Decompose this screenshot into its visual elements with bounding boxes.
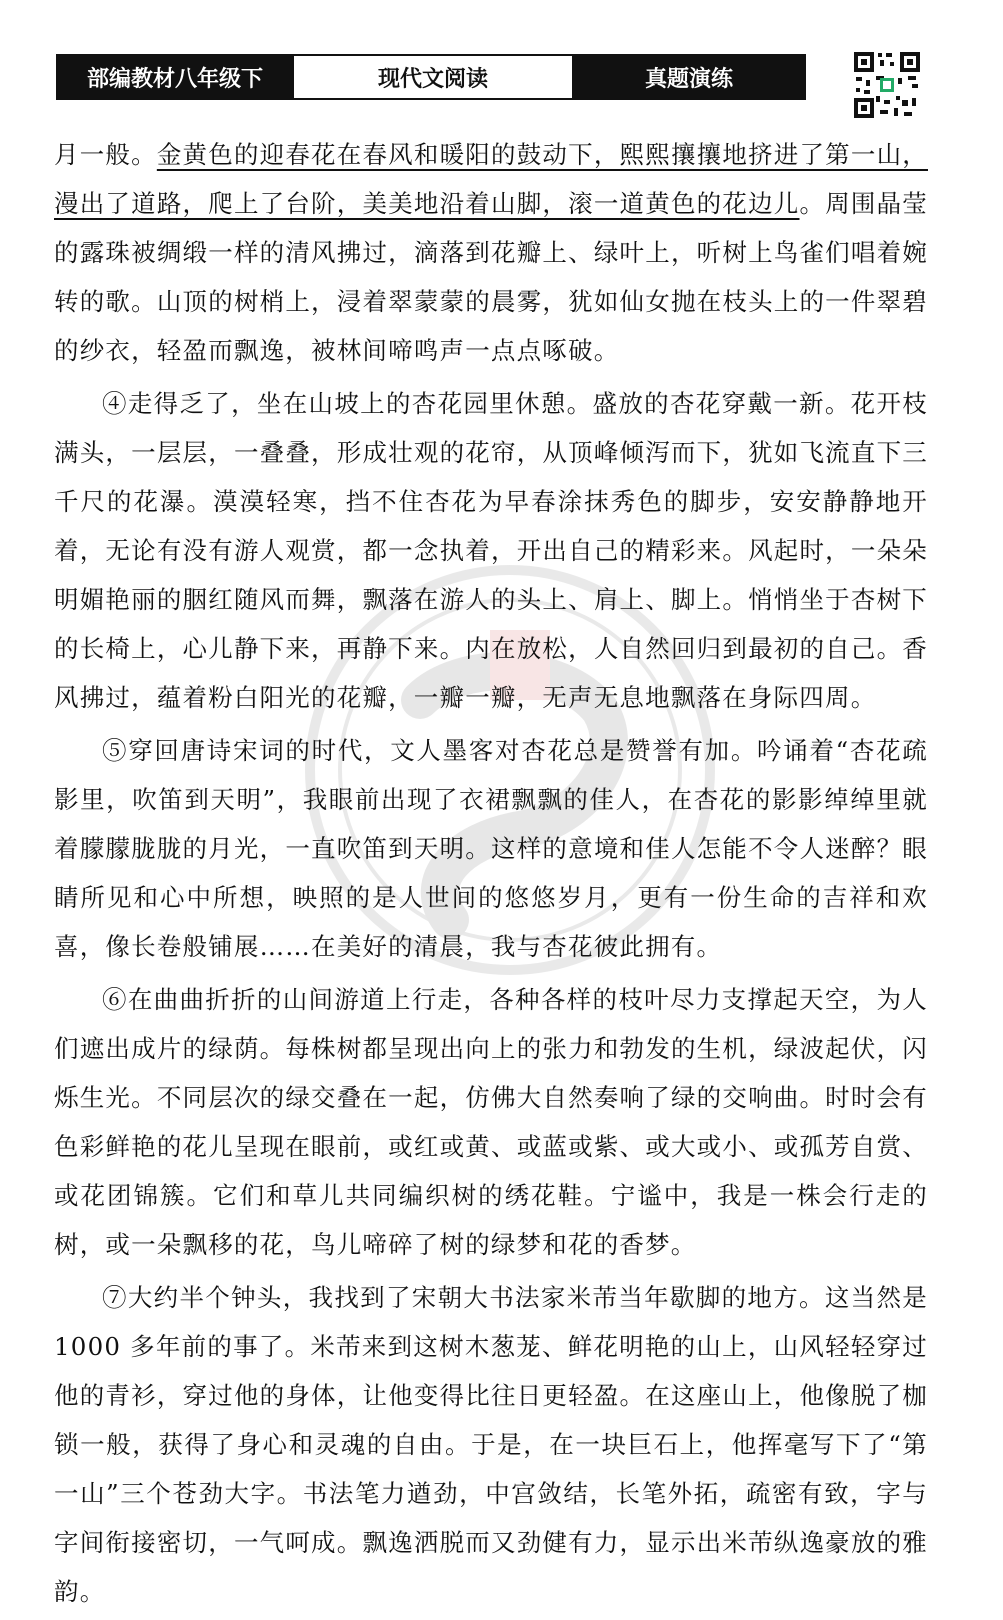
header-section-label: 现代文阅读 <box>292 56 574 98</box>
header-grade-label: 部编教材八年级下 <box>58 56 292 98</box>
paragraph-5: ⑤穿回唐诗宋词的时代，文人墨客对杏花总是赞誉有加。吟诵着“杏花疏影里，吹笛到天明”，我眼前出现了衣裙飘飘的佳人，在杏花的影影绰绰里就着朦朦胧胧的月光，一直吹笛到天明。这样的意境和佳人怎能不令人迷醉？眼睛所见和心中所想，映照的是人世间的悠悠岁月，更有一份生命的吉祥和欢喜，像长卷般铺展……在美好的清晨，我与杏花彼此拥有。 <box>54 736 928 961</box>
paragraph-7: ⑦大约半个钟头，我找到了宋朝大书法家米芾当年歇脚的地方。这当然是1000 多年前的事了。米芾来到这树木葱茏、鲜花明艳的山上，山风轻轻穿过他的青衫，穿过他的身体，让他变得比往日更轻盈。在这座山上，他像脱了枷锁一般，获得了身心和灵魂的自由。于是，在一块巨石上，他挥毫写下了“第一山”三个苍劲大字。书法笔力遒劲，中宫敛结，长笔外拓，疏密有致，字与字间衔接密切，一气呵成。飘逸洒脱而又劲健有力，显示出米芾纵逸豪放的雅韵。 <box>54 1283 928 1606</box>
paragraph-3-lead: 月一般。 <box>54 140 157 169</box>
article-body <box>54 130 928 1620</box>
paragraph-6: ⑥在曲曲折折的山间游道上行走，各种各样的枝叶尽力支撑起天空，为人们遮出成片的绿荫。每株树都呈现出向上的张力和勃发的生机，绿波起伏，闪烁生光。不同层次的绿交叠在一起，仿佛大自然奏响了绿的交响曲。时时会有色彩鲜艳的花儿呈现在眼前，或红或黄、或蓝或紫、或大或小、或孤芳自赏、或花团锦簇。它们和草儿共同编织树的绣花鞋。宁谧中，我是一株会行走的树，或一朵飘移的花，鸟儿啼碎了树的绿梦和花的香梦。 <box>54 985 928 1259</box>
header-bar <box>56 54 806 100</box>
header-practice-label: 真题演练 <box>574 56 804 98</box>
qr-code-icon <box>852 50 922 120</box>
paragraph-3-continued <box>54 130 928 375</box>
paragraph-3-rest: 。周围晶莹的露珠被绸缎一样的清风拂过，滴落到花瓣上、绿叶上，听树上鸟雀们唱着婉转的歌。山顶的树梢上，浸着翠蒙蒙的晨雾，犹如仙女抛在枝头上的一件翠碧的纱衣，轻盈而飘逸，被林间啼鸣声一点点啄破。 <box>54 189 929 365</box>
underlined-sentence: 金黄色的迎春花在春风和暖阳的鼓动下，熙熙攘攘地挤进了第一山，漫出了道路，爬上了台阶，美美地沿着山脚，滚一道黄色的花边儿 <box>54 140 928 218</box>
paragraph-4: ④走得乏了，坐在山坡上的杏花园里休憩。盛放的杏花穿戴一新。花开枝满头，一层层，一叠叠，形成壮观的花帘，从顶峰倾泻而下，犹如飞流直下三千尺的花瀑。漠漠轻寒，挡不住杏花为早春涂抹秀色的脚步，安安静静地开着，无论有没有游人观赏，都一念执着，开出自己的精彩来。风起时，一朵朵明媚艳丽的胭红随风而舞，飘落在游人的头上、肩上、脚上。悄悄坐于杏树下的长椅上，心儿静下来，再静下来。内在放松，人自然回归到最初的自己。香风拂过，蕴着粉白阳光的花瓣，一瓣一瓣，无声无息地飘落在身际四周。 <box>54 389 928 712</box>
